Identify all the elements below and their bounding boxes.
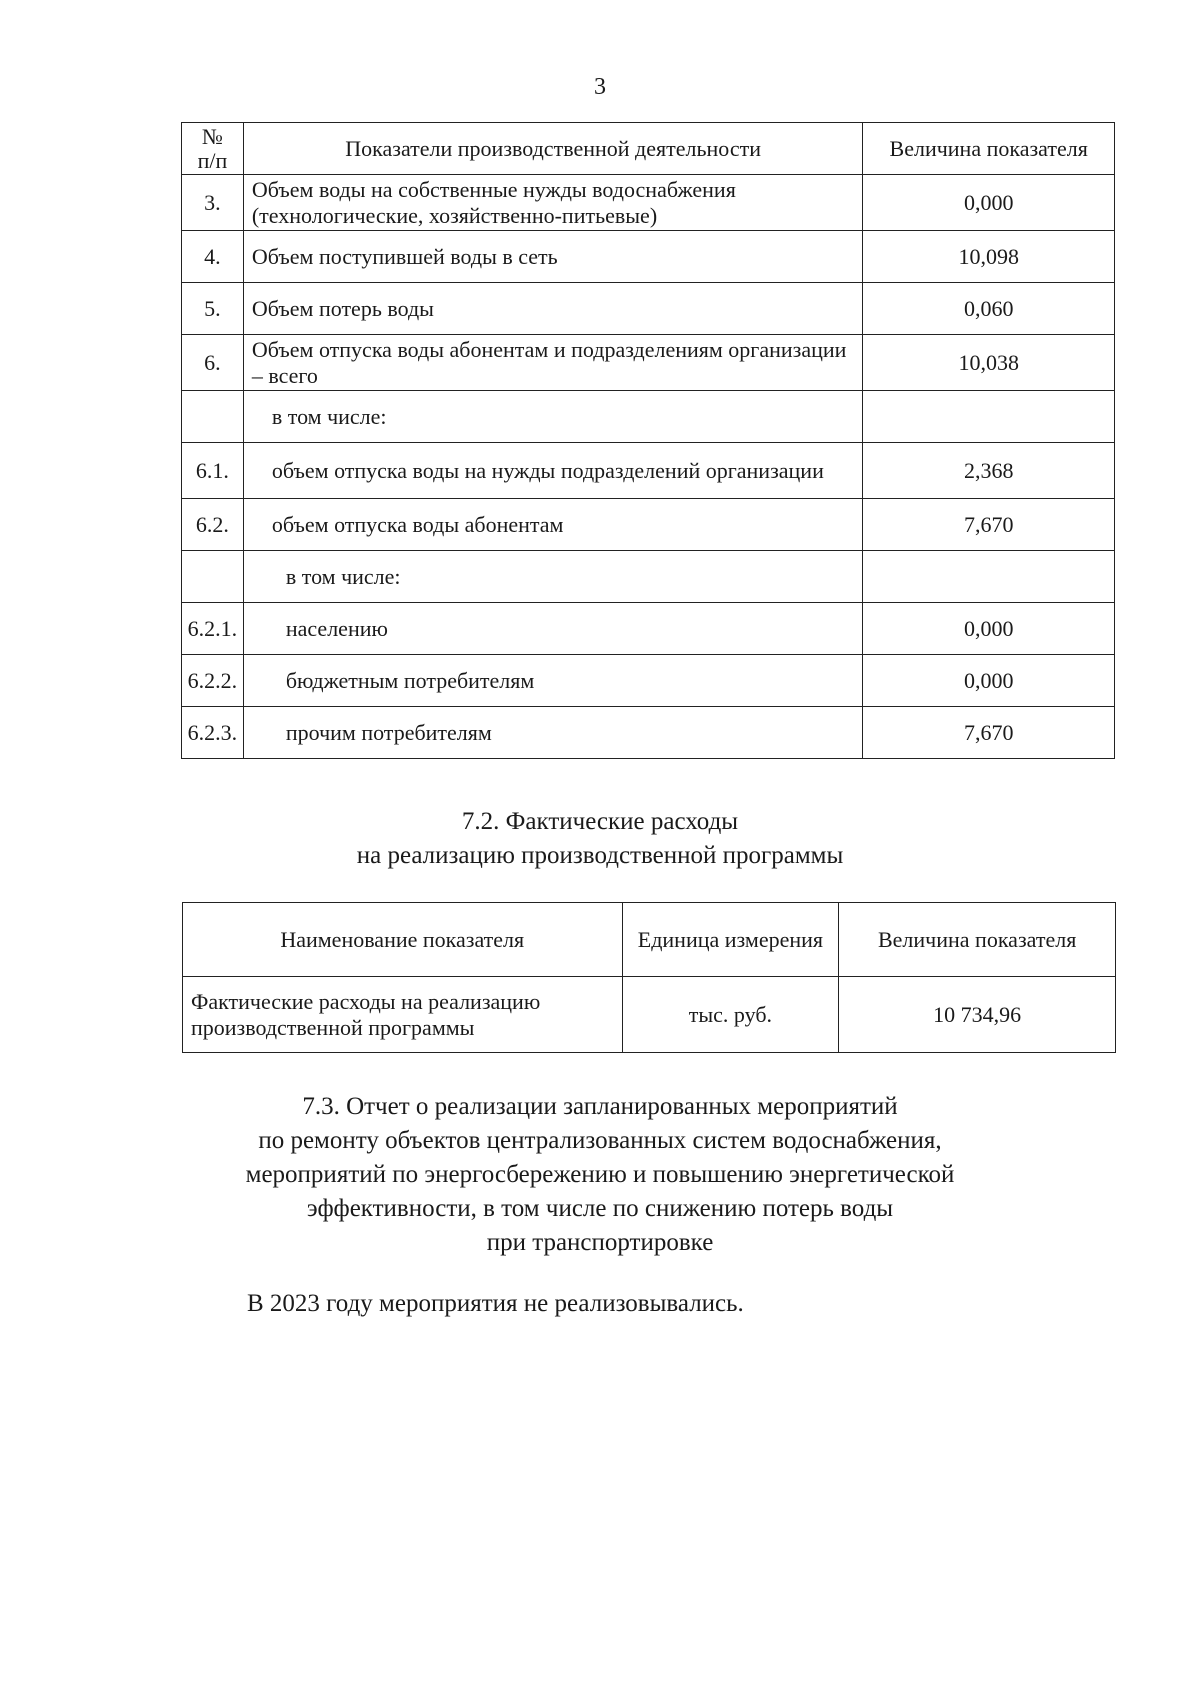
row-name: Объем потерь воды [243, 283, 863, 335]
section-7-2-heading [0, 805, 1200, 873]
row-name: Объем отпуска воды абонентам и подразделениям организации – всего [243, 335, 863, 391]
section-7-3-line: эффективности, в том числе по снижению потерь воды [306, 1195, 894, 1222]
row-num: 6.1. [182, 443, 244, 499]
production-indicators-table [181, 122, 1115, 759]
section-7-3-line: 7.3. Отчет о реализации запланированных мероприятий [302, 1093, 898, 1120]
row-name: в том числе: [243, 551, 863, 603]
row-value: 0,060 [863, 283, 1115, 335]
table-row [182, 231, 1115, 283]
header-unit: Единица измерения [622, 903, 839, 977]
section-7-2-line1: 7.2. Фактические расходы [461, 808, 739, 835]
section-7-3-line: по ремонту объектов централизованных систем водоснабжения, [258, 1127, 942, 1154]
body-paragraph: В 2023 году мероприятия не реализовывались. [247, 1290, 744, 1317]
row-value: 2,368 [863, 443, 1115, 499]
row-num: 6.2.3. [182, 707, 244, 759]
row-name: Объем воды на собственные нужды водоснабжения (технологические, хозяйственно-питьевые) [243, 175, 863, 231]
actual-costs-table [182, 902, 1116, 1053]
table-row [182, 175, 1115, 231]
costs-row-value: 10 734,96 [839, 977, 1116, 1053]
page-number: 3 [594, 74, 606, 100]
table-row [182, 603, 1115, 655]
header-indicator-name: Наименование показателя [183, 903, 623, 977]
row-name: в том числе: [243, 391, 863, 443]
row-value [863, 551, 1115, 603]
row-num: 5. [182, 283, 244, 335]
row-num: 6.2.1. [182, 603, 244, 655]
section-7-3-heading [0, 1090, 1200, 1260]
table-row [182, 335, 1115, 391]
row-name: Объем поступившей воды в сеть [243, 231, 863, 283]
row-num: 6.2. [182, 499, 244, 551]
row-num [182, 391, 244, 443]
row-name: бюджетным потребителям [243, 655, 863, 707]
indicators-body [182, 175, 1115, 759]
table-row [182, 551, 1115, 603]
table-header-row [183, 903, 1116, 977]
row-num: 4. [182, 231, 244, 283]
row-value: 0,000 [863, 655, 1115, 707]
row-num [182, 551, 244, 603]
header-indicator-value: Величина показателя [863, 123, 1115, 175]
row-value [863, 391, 1115, 443]
header-indicator-value: Величина показателя [839, 903, 1116, 977]
row-value: 0,000 [863, 175, 1115, 231]
table-row [182, 283, 1115, 335]
row-value: 10,098 [863, 231, 1115, 283]
table-row [182, 391, 1115, 443]
section-7-3-line: мероприятий по энергосбережению и повышению энергетической [245, 1161, 955, 1188]
row-name: населению [243, 603, 863, 655]
row-name: прочим потребителям [243, 707, 863, 759]
table-row [182, 443, 1115, 499]
table-header-row [182, 123, 1115, 175]
costs-row-unit: тыс. руб. [622, 977, 839, 1053]
costs-row-name: Фактические расходы на реализацию производственной программы [183, 977, 623, 1053]
row-value: 10,038 [863, 335, 1115, 391]
row-value: 7,670 [863, 707, 1115, 759]
row-num: 3. [182, 175, 244, 231]
row-value: 0,000 [863, 603, 1115, 655]
table-row [182, 655, 1115, 707]
table-row [182, 499, 1115, 551]
table-row [183, 977, 1116, 1053]
row-num: 6. [182, 335, 244, 391]
section-7-2-line2: на реализацию производственной программы [356, 842, 844, 869]
row-name: объем отпуска воды на нужды подразделений организации [243, 443, 863, 499]
header-num: № п/п [182, 123, 244, 175]
row-name: объем отпуска воды абонентам [243, 499, 863, 551]
section-7-3-line: при транспортировке [486, 1229, 714, 1256]
row-num: 6.2.2. [182, 655, 244, 707]
header-indicator-name: Показатели производственной деятельности [243, 123, 863, 175]
table-row [182, 707, 1115, 759]
row-value: 7,670 [863, 499, 1115, 551]
